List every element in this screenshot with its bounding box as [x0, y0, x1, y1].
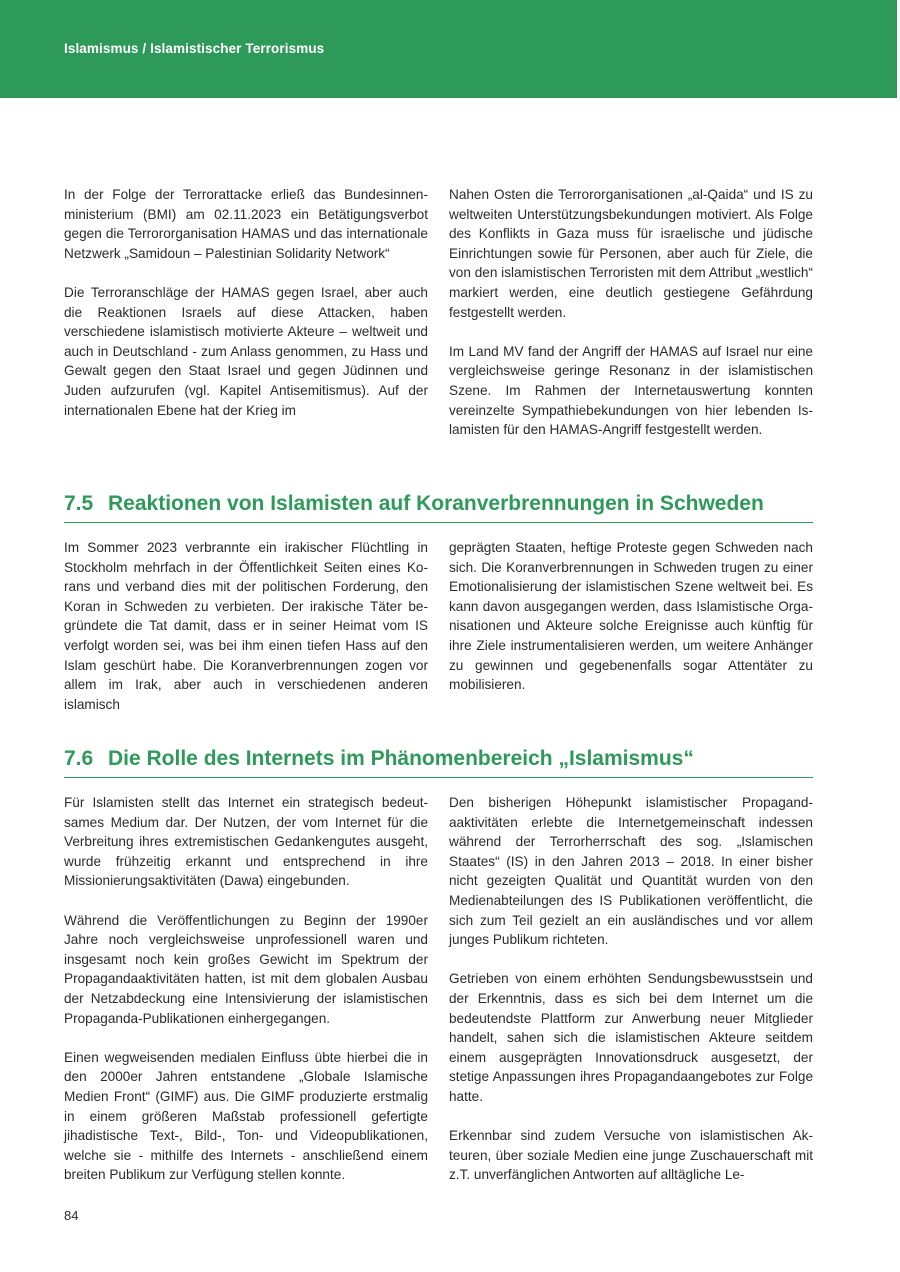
- section-title: Die Rolle des Internets im Phänomenbereich „Islamismus“: [108, 747, 694, 770]
- section-title: Reaktionen von Islamisten auf Koranverbrennungen in Schweden: [108, 492, 764, 515]
- paragraph: Während die Veröffentlichungen zu Beginn der 1990er Jahre noch vergleichsweise unprofessionell waren und insgesamt noch kein großes Gewicht im Spektrum der Propagandaaktivitäten hatten, ist mit dem globalen Ausbau der Netzabdeckung eine Intensivierung der islamistischen Propaganda-Publikationen einhergegangen.: [64, 912, 428, 1026]
- section-7-5-left-column: [64, 538, 428, 714]
- section-number: 7.5: [64, 492, 94, 515]
- paragraph: Im Land MV fand der Angriff der HAMAS auf Israel nur eine vergleichsweise geringe Resonanz in der islamistischen Szene. Im Rahmen der Internetauswertung konnten vereinzelte Sympathiebekundungen von hier lebenden Islamisten für den HAMAS-Angriff festgestellt werden.: [449, 343, 813, 438]
- section-number: 7.6: [64, 747, 94, 770]
- section-7-5-right-column: [449, 538, 813, 695]
- paragraph: In der Folge der Terrorattacke erließ das Bundesinnenministerium (BMI) am 02.11.2023 ein Betätigungsverbot gegen die Terrororganisation HAMAS und das internationale Netzwerk „Samidoun – Palestinian Solidarity Network“: [64, 187, 428, 261]
- paragraph: Die Terroranschläge der HAMAS gegen Israel, aber auch die Reaktionen Israels auf diese Attacken, haben verschiedene islamistisch motivierte Akteure – weltweit und auch in Deutschland - zum Anlass genommen, zu Hass und Gewalt gegen den Staat Israel und gegen Jüdinnen und Juden aufzurufen (vgl. Kapitel Antisemitismus). Auf der internationalen Ebene hat der Krieg im: [64, 284, 428, 418]
- paragraph: Einen wegweisenden medialen Einfluss übte hierbei die in den 2000er Jahren entstandene „Globale Islamische Medien Front“ (GIMF) aus. Die GIMF produzierte erstmalig in einem größeren Maßstab professionell gefertigte jihadistische Text-, Bild-, Ton- und Videopublikationen, welche sie - mithilfe des Internets - anschließend einem breiten Publikum zur Verfügung stellen konnte.: [64, 1049, 428, 1183]
- paragraph: Im Sommer 2023 verbrannte ein irakischer Flüchtling in Stockholm mehrfach in der Öffentlichkeit Seiten eines Korans und verband dies mit der politischen Forderung, den Koran in Schweden zu verbieten. Der irakische Täter begründete die Tat damit, dass er in seiner Heimat vom IS verfolgt worden sei, was bei ihm einen tiefen Hass auf den Islam geschürt habe. Die Koranverbrennungen zogen vor allem im Irak, aber auch in verschiedenen anderen islamisch: [64, 540, 428, 712]
- section-7-6-left-column: [64, 793, 428, 1185]
- paragraph: Nahen Osten die Terrororganisationen „al-Qaida“ und IS zu weltweiten Unterstützungsbekundungen motiviert. Als Folge des Konflikts in Gaza muss für israelische und jüdische Einrichtungen sowie für Personen, aber auch für Ziele, die von den islamistischen Terroristen mit dem Attribut „westlich“ markiert werden, eine deutlich gestiegene Gefährdung festgestellt werden.: [449, 187, 813, 320]
- paragraph: Den bisherigen Höhepunkt islamistischer Propagandaaktivitäten erlebte die Internetgemeinschaft indessen während der Terrorherrschaft des sog. „Islamischen Staates“ (IS) in den Jahren 2013 – 2018. In einer bisher nicht gezeigten Qualität und Quantität wurden von den Medienabteilungen des IS Publikationen veröffentlicht, die sich zum Teil gezielt an ein ausländisches und vor allem junges Publikum richteten.: [449, 795, 813, 948]
- intro-left-column: [64, 185, 428, 420]
- page-number: 84: [64, 1208, 79, 1223]
- section-heading-7-6: [64, 747, 813, 778]
- paragraph: Für Islamisten stellt das Internet ein strategisch bedeutsames Medium dar. Der Nutzen, der vom Internet für die Verbreitung ihres extremistischen Gedankengutes ausgeht, wurde frühzeitig erkannt und entsprechend in ihre Missionierungsaktivitäten (Dawa) eingebunden.: [64, 795, 428, 889]
- header-bar: [0, 0, 897, 98]
- paragraph: Erkennbar sind zudem Versuche von islamistischen Akteuren, über soziale Medien eine junge Zuschauerschaft mit z.T. unverfänglichen Antworten auf alltägliche Le-: [449, 1128, 813, 1183]
- header-title: Islamismus / Islamistischer Terrorismus: [64, 41, 325, 56]
- section-heading-7-5: [64, 492, 813, 523]
- paragraph: geprägten Staaten, heftige Proteste gegen Schweden nach sich. Die Koranverbrennungen in Schweden trugen zu einer Emotionalisierung der islamistischen Szene weltweit bei. Es kann davon ausgegangen werden, dass Islamistische Organisationen und Akteure solche Ereignisse auch künftig für ihre Ziele instrumentalisieren werden, um weitere Anhänger zu gewinnen und gegebenenfalls sogar Attentäter zu mobilisieren.: [449, 540, 813, 693]
- intro-right-column: [449, 185, 813, 440]
- paragraph: Getrieben von einem erhöhten Sendungsbewusstsein und der Erkenntnis, dass es sich bei dem Internet um die bedeutendste Plattform zur Anwerbung neuer Mitglieder handelt, sahen sich die islamistischen Akteure seitdem einem ausgeprägten Innovationsdruck ausgesetzt, der stetige Anpassungen ihres Propagandaangebotes zur Folge hatte.: [449, 971, 813, 1104]
- section-7-6-right-column: [449, 793, 813, 1185]
